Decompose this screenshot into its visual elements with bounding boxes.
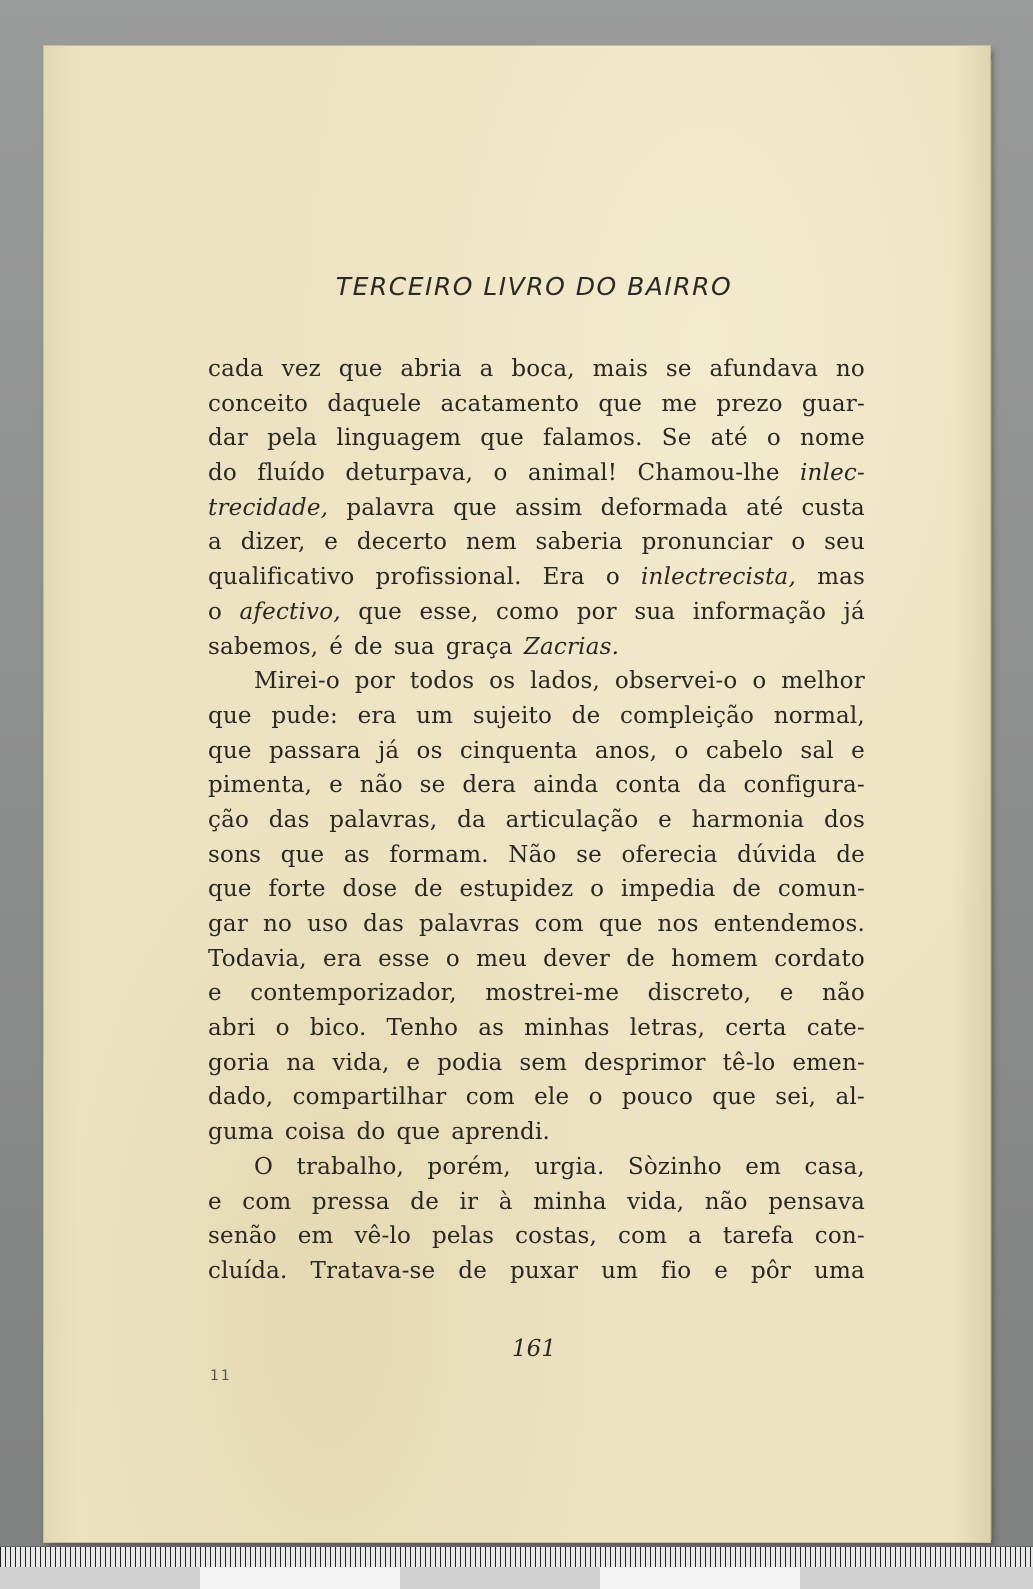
word: ele: [534, 1084, 570, 1111]
word: boca,: [511, 356, 575, 382]
text-line: [208, 421, 865, 456]
word: abria: [400, 356, 462, 382]
ruler-segment: [200, 1567, 400, 1589]
word: que: [598, 911, 643, 937]
word: palavras,: [329, 806, 438, 833]
word: de: [836, 841, 865, 868]
word: a: [208, 529, 222, 556]
word: mais: [592, 356, 649, 382]
book-page: [44, 46, 990, 1542]
word: um: [416, 702, 454, 729]
text-line: [208, 872, 865, 907]
word: os: [416, 737, 443, 764]
word: Tratava-se: [310, 1257, 436, 1284]
text-line: [208, 1011, 865, 1046]
word: Era: [542, 564, 585, 591]
word: que: [338, 356, 383, 382]
word: vida,: [627, 1188, 685, 1215]
word: em: [297, 1223, 334, 1250]
word: mostrei-me: [485, 980, 620, 1007]
word: que: [358, 598, 402, 625]
word: Mirei-o: [254, 668, 340, 695]
word: observei-o: [614, 668, 738, 695]
word: afundava: [709, 356, 819, 382]
word: nos: [657, 911, 699, 937]
word: profissional.: [375, 564, 522, 591]
word: dizer,: [240, 529, 306, 556]
text-line: [208, 768, 865, 803]
word: normal,: [773, 702, 865, 729]
word: com: [242, 1188, 292, 1215]
word: ainda: [533, 772, 599, 799]
word: lados,: [530, 668, 601, 695]
word: esse: [378, 945, 430, 972]
word: con-: [814, 1223, 865, 1250]
word: Sòzinho: [627, 1153, 722, 1180]
word: cate-: [806, 1015, 865, 1042]
word: não: [822, 980, 865, 1007]
body-text: [208, 352, 865, 1289]
word: do: [356, 1119, 386, 1146]
word: cabelo: [705, 737, 784, 764]
word: urgia.: [534, 1153, 605, 1180]
word: palavra: [346, 494, 435, 521]
word: é: [329, 633, 344, 660]
word: que: [480, 425, 524, 452]
word: o: [766, 425, 781, 452]
text-line: [208, 1115, 865, 1150]
word: Chamou-lhe: [637, 460, 780, 487]
word: nome: [800, 425, 865, 452]
word: o: [590, 876, 605, 903]
word: vez: [281, 356, 321, 382]
text-line: [208, 630, 865, 665]
word: trabalho,: [296, 1153, 404, 1180]
word: era: [357, 702, 397, 729]
word: o: [674, 737, 689, 764]
word: já: [378, 737, 400, 764]
word: bico.: [309, 1015, 367, 1042]
page-number: 161: [512, 1336, 556, 1362]
word: oferecia: [621, 841, 718, 868]
word: aprendi.: [451, 1119, 551, 1146]
word: minha: [533, 1188, 607, 1215]
word: um: [601, 1257, 639, 1284]
word: contemporizador,: [250, 980, 457, 1007]
word: com: [465, 1084, 515, 1111]
word: o: [445, 945, 460, 972]
word: e: [406, 1049, 421, 1076]
text-line: [208, 560, 865, 595]
word: costas,: [515, 1223, 598, 1250]
word: melhor: [781, 668, 865, 695]
word: sem: [519, 1049, 568, 1076]
word: me: [661, 390, 698, 417]
word: todos: [409, 668, 475, 695]
word: era: [322, 945, 362, 972]
text-line: [208, 838, 865, 873]
text-line: [208, 1185, 865, 1220]
ruler-segment: [0, 1567, 200, 1589]
word: de: [458, 1257, 488, 1284]
word: certa: [725, 1015, 787, 1042]
text-line: [208, 942, 865, 977]
word: de: [410, 1188, 440, 1215]
text-line: [208, 491, 865, 526]
word: cordato: [774, 945, 865, 972]
word: Todavia,: [208, 945, 307, 972]
word: decerto: [356, 529, 448, 556]
word: inlectrecista,: [641, 564, 796, 591]
word: que: [208, 702, 252, 729]
word: já: [843, 598, 865, 625]
text-line: [208, 976, 865, 1011]
word: que: [712, 1084, 757, 1111]
word: animal!: [527, 460, 618, 487]
word: e: [329, 772, 343, 799]
word: seu: [824, 529, 865, 556]
word: podia: [437, 1049, 503, 1076]
word: minhas: [524, 1015, 610, 1042]
text-line: [208, 1254, 865, 1289]
word: nem: [465, 529, 517, 556]
word: que: [396, 1119, 441, 1146]
word: gar: [208, 911, 249, 937]
word: abri: [208, 1015, 256, 1042]
word: formam.: [389, 841, 489, 868]
word: custa: [801, 494, 865, 521]
word: homem: [671, 945, 759, 972]
word: dúvida: [737, 841, 817, 868]
word: por: [576, 598, 617, 625]
word: coisa: [284, 1119, 346, 1146]
word: harmonia: [691, 806, 805, 833]
word: do: [208, 460, 237, 487]
text-line: [208, 1046, 865, 1081]
word: conta: [615, 772, 681, 799]
running-head: TERCEIRO LIVRO DO BAIRRO: [335, 272, 733, 301]
word: anos,: [594, 737, 658, 764]
word: sons: [208, 841, 262, 868]
word: da: [697, 772, 727, 799]
word: mas: [817, 564, 865, 591]
word: dever: [543, 945, 611, 972]
word: sujeito: [472, 702, 553, 729]
word: pressa: [311, 1188, 390, 1215]
word: não: [359, 772, 403, 799]
word: e: [324, 529, 339, 556]
word: discreto,: [647, 980, 752, 1007]
word: conceito: [208, 390, 309, 417]
text-line: [208, 387, 865, 422]
word: que: [208, 876, 252, 903]
word: a: [688, 1223, 702, 1250]
word: afectivo,: [239, 598, 341, 625]
word: com: [534, 911, 584, 937]
word: ir: [459, 1188, 479, 1215]
word: de: [626, 945, 655, 972]
word: comun-: [777, 876, 865, 903]
word: esse,: [419, 598, 479, 625]
word: até: [710, 425, 748, 452]
word: goria: [208, 1049, 270, 1076]
word: e: [208, 1188, 222, 1215]
word: estupidez: [459, 876, 574, 903]
word: o: [493, 460, 508, 487]
text-line: [208, 699, 865, 734]
text-line: [208, 664, 865, 699]
text-line: [208, 525, 865, 560]
word: porém,: [427, 1153, 511, 1180]
word: fio: [661, 1257, 692, 1284]
word: guar-: [801, 390, 865, 417]
word: as: [478, 1015, 505, 1042]
word: o: [752, 668, 767, 695]
word: da: [457, 806, 486, 833]
word: pensava: [768, 1188, 865, 1215]
word: meu: [476, 945, 527, 972]
ruler-segment: [600, 1567, 800, 1589]
ruler-ticks: [0, 1547, 1033, 1567]
word: no: [835, 356, 865, 382]
word: pôr: [750, 1257, 792, 1284]
word: casa,: [804, 1153, 865, 1180]
word: e: [779, 980, 794, 1007]
word: das: [363, 911, 405, 937]
word: compleição: [620, 702, 755, 729]
word: o: [605, 564, 620, 591]
word: impedia: [620, 876, 716, 903]
word: falamos.: [543, 425, 643, 452]
word: e: [851, 737, 865, 764]
word: Tenho: [386, 1015, 459, 1042]
word: informação: [692, 598, 827, 625]
word: o: [588, 1084, 603, 1111]
word: de: [354, 633, 383, 660]
word: pelas: [431, 1223, 495, 1250]
word: em: [745, 1153, 782, 1180]
word: acatamento: [440, 390, 580, 417]
word: como: [496, 598, 560, 625]
word: a: [479, 356, 494, 382]
word: que: [280, 841, 325, 868]
text-line: [208, 595, 865, 630]
word: fluído: [257, 460, 326, 487]
text-line: [208, 1080, 865, 1115]
word: forte: [268, 876, 326, 903]
word: passara: [268, 737, 361, 764]
word: por: [354, 668, 395, 695]
word: cada: [208, 356, 264, 382]
word: pimenta,: [208, 772, 313, 799]
word: vida,: [332, 1049, 390, 1076]
word: dera: [462, 772, 517, 799]
word: pude:: [271, 702, 338, 729]
word: das: [268, 806, 310, 833]
word: não: [704, 1188, 748, 1215]
word: que: [208, 737, 252, 764]
word: saberia: [535, 529, 623, 556]
word: prezo: [716, 390, 783, 417]
word: inlec-: [799, 460, 865, 487]
word: dar: [208, 425, 249, 452]
word: articulação: [505, 806, 639, 833]
word: tarefa: [722, 1223, 794, 1250]
word: pela: [267, 425, 318, 452]
word: à: [498, 1188, 513, 1215]
word: sua: [393, 633, 435, 660]
word: que: [453, 494, 497, 521]
word: até: [746, 494, 784, 521]
word: puxar: [509, 1257, 579, 1284]
word: de: [414, 876, 443, 903]
word: se: [576, 841, 602, 868]
word: uma: [814, 1257, 865, 1284]
word: de: [571, 702, 601, 729]
word: e: [208, 980, 222, 1007]
word: linguagem: [336, 425, 462, 452]
word: vê-lo: [354, 1223, 412, 1250]
word: guma: [208, 1119, 274, 1146]
word: dos: [823, 806, 865, 833]
text-line: [208, 456, 865, 491]
word: ção: [208, 806, 250, 833]
signature-mark: 11: [210, 1368, 232, 1384]
word: os: [489, 668, 516, 695]
word: dose: [342, 876, 398, 903]
word: e: [658, 806, 672, 833]
word: emen-: [792, 1049, 865, 1076]
word: de: [732, 876, 762, 903]
word: cluída.: [208, 1257, 288, 1284]
word: se: [419, 772, 446, 799]
text-line: [208, 803, 865, 838]
text-line: [208, 907, 865, 942]
word: uso: [307, 911, 349, 937]
word: no: [263, 911, 293, 937]
text-line: [208, 734, 865, 769]
word: assim: [514, 494, 583, 521]
text-line: [208, 1219, 865, 1254]
word: entendemos.: [713, 911, 865, 937]
word: palavras: [419, 911, 520, 937]
word: com: [617, 1223, 668, 1250]
word: sei,: [775, 1084, 817, 1111]
word: as: [343, 841, 370, 868]
word: deformada: [600, 494, 729, 521]
word: Se: [661, 425, 692, 452]
word: se: [665, 356, 692, 382]
word: sua: [634, 598, 676, 625]
word: Zacrias.: [523, 633, 620, 660]
word: letras,: [629, 1015, 706, 1042]
scale-ruler: [0, 1546, 1033, 1589]
word: sabemos,: [208, 633, 319, 660]
word: configura-: [743, 772, 865, 799]
ruler-segment: [800, 1567, 1033, 1589]
ruler-segment: [400, 1567, 600, 1589]
word: desprimor: [584, 1049, 706, 1076]
word: deturpava,: [345, 460, 474, 487]
word: o: [208, 598, 223, 625]
word: al-: [835, 1084, 865, 1111]
word: o: [791, 529, 806, 556]
word: e: [714, 1257, 729, 1284]
word: dado,: [208, 1084, 274, 1111]
text-line: [208, 352, 865, 387]
word: sal: [800, 737, 834, 764]
word: trecidade,: [208, 494, 329, 521]
word: daquele: [327, 390, 422, 417]
word: compartilhar: [292, 1084, 447, 1111]
word: o: [275, 1015, 290, 1042]
text-line: [208, 1150, 865, 1185]
word: O: [254, 1153, 274, 1180]
word: tê-lo: [722, 1049, 776, 1076]
word: qualificativo: [208, 564, 355, 591]
word: cinquenta: [459, 737, 578, 764]
word: pouco: [621, 1084, 694, 1111]
word: na: [286, 1049, 316, 1076]
word: que: [598, 390, 643, 417]
word: graça: [445, 633, 513, 660]
word: pronunciar: [641, 529, 773, 556]
word: Não: [508, 841, 557, 868]
word: senão: [208, 1223, 277, 1250]
